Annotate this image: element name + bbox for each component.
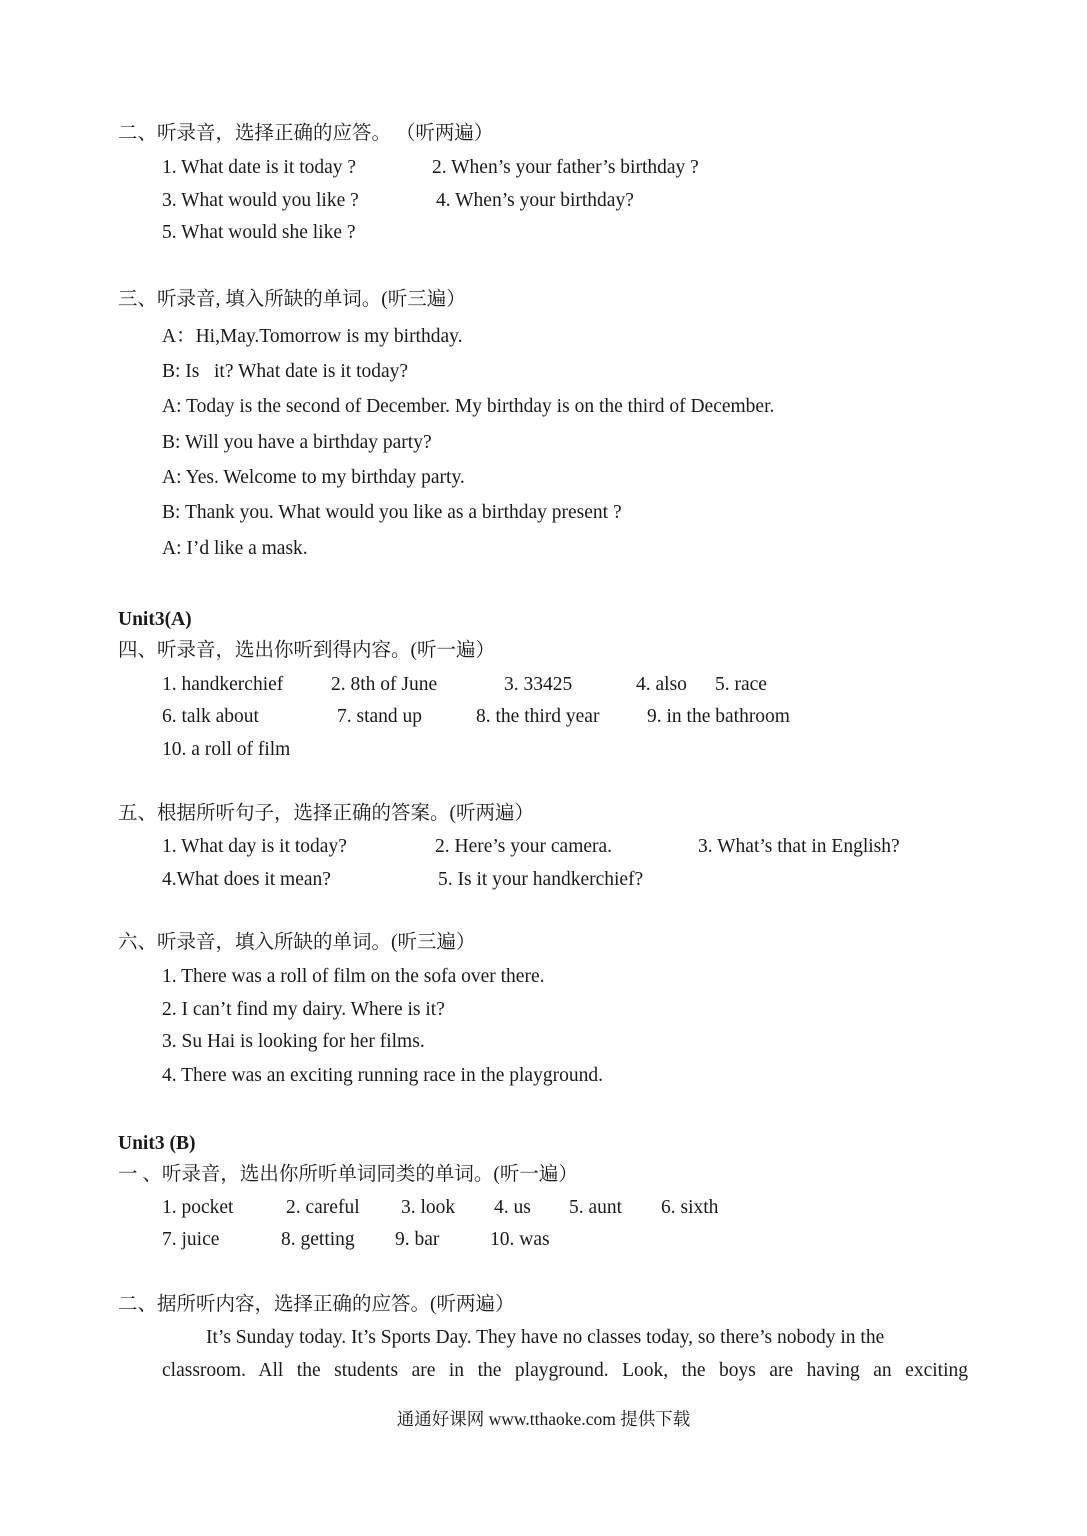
s2-item-2: 2. When’s your father’s birthday ?	[432, 157, 699, 178]
s4-item-9: 9. in the bathroom	[647, 706, 790, 727]
unit3a-title: Unit3(A)	[118, 609, 192, 630]
b2-paragraph-line-1: It’s Sunday today. It’s Sports Day. They have no classes today, so there’s nobody in the	[206, 1327, 885, 1348]
b1-item-6: 6. sixth	[661, 1197, 719, 1218]
s4-item-3: 3. 33425	[504, 674, 573, 695]
s3-line-5: A: Yes. Welcome to my birthday party.	[162, 467, 465, 488]
s4-item-5: 5. race	[715, 674, 767, 695]
s3-line-3: A: Today is the second of December. My birthday is on the third of December.	[162, 396, 775, 417]
s6-line-3: 3. Su Hai is looking for her films.	[162, 1031, 425, 1052]
s4-item-8: 8. the third year	[476, 706, 600, 727]
s4-item-10: 10. a roll of film	[162, 739, 291, 760]
section-6-heading: 六、听录音，填入所缺的单词。(听三遍）	[118, 932, 476, 953]
s2-item-1: 1. What date is it today ?	[162, 157, 357, 178]
b1-item-2: 2. careful	[286, 1197, 360, 1218]
s3-line-4: B: Will you have a birthday party?	[162, 432, 432, 453]
b1-item-5: 5. aunt	[569, 1197, 623, 1218]
b1-item-10: 10. was	[490, 1229, 550, 1250]
section-b1-heading: 一 、听录音，选出你所听单词同类的单词。(听一遍）	[118, 1164, 578, 1185]
s3-line-7: A: I’d like a mask.	[162, 538, 308, 559]
b1-item-8: 8. getting	[281, 1229, 355, 1250]
s2-item-5: 5. What would she like ?	[162, 222, 356, 243]
s3-line-2: B: Is it? What date is it today?	[162, 361, 409, 382]
b1-item-3: 3. look	[401, 1197, 456, 1218]
s3-line-6: B: Thank you. What would you like as a birthday present ?	[162, 502, 622, 523]
s5-item-5: 5. Is it your handkerchief?	[438, 869, 644, 890]
b1-item-4: 4. us	[494, 1197, 531, 1218]
page-footer: 通通好课网 www.tthaoke.com 提供下载	[396, 1409, 691, 1429]
b1-item-7: 7. juice	[162, 1229, 220, 1250]
section-3-heading: 三、听录音, 填入所缺的单词。(听三遍）	[118, 289, 466, 310]
section-2-heading: 二、听录音，选择正确的应答。 （听两遍）	[118, 123, 494, 144]
b1-item-9: 9. bar	[395, 1229, 440, 1250]
s5-item-3: 3. What’s that in English?	[698, 836, 900, 857]
s2-item-4: 4. When’s your birthday?	[436, 190, 634, 211]
s3-line-1: A：Hi,May.Tomorrow is my birthday.	[162, 326, 463, 347]
s5-item-1: 1. What day is it today?	[162, 836, 347, 857]
s6-line-1: 1. There was a roll of film on the sofa over there.	[162, 966, 545, 987]
s4-item-4: 4. also	[636, 674, 687, 695]
s4-item-6: 6. talk about	[162, 706, 259, 727]
s6-line-4: 4. There was an exciting running race in the playground.	[162, 1065, 603, 1086]
section-b2-heading: 二、据所听内容，选择正确的应答。(听两遍）	[118, 1294, 515, 1315]
b1-item-1: 1. pocket	[162, 1197, 234, 1218]
s5-item-4: 4.What does it mean?	[162, 869, 331, 890]
section-4-heading: 四、听录音，选出你听到得内容。(听一遍）	[118, 640, 495, 661]
s4-item-2: 2. 8th of June	[331, 674, 438, 695]
s6-line-2: 2. I can’t find my dairy. Where is it?	[162, 999, 445, 1020]
s4-item-1: 1. handkerchief	[162, 674, 284, 695]
unit3b-title: Unit3 (B)	[118, 1133, 196, 1154]
section-5-heading: 五、根据所听句子，选择正确的答案。(听两遍）	[118, 803, 534, 824]
s5-item-2: 2. Here’s your camera.	[435, 836, 613, 857]
s4-item-7: 7. stand up	[337, 706, 423, 727]
s2-item-3: 3. What would you like ?	[162, 190, 359, 211]
b2-paragraph-line-2: classroom. All the students are in the playground. Look, the boys are having an exciting	[162, 1360, 968, 1381]
